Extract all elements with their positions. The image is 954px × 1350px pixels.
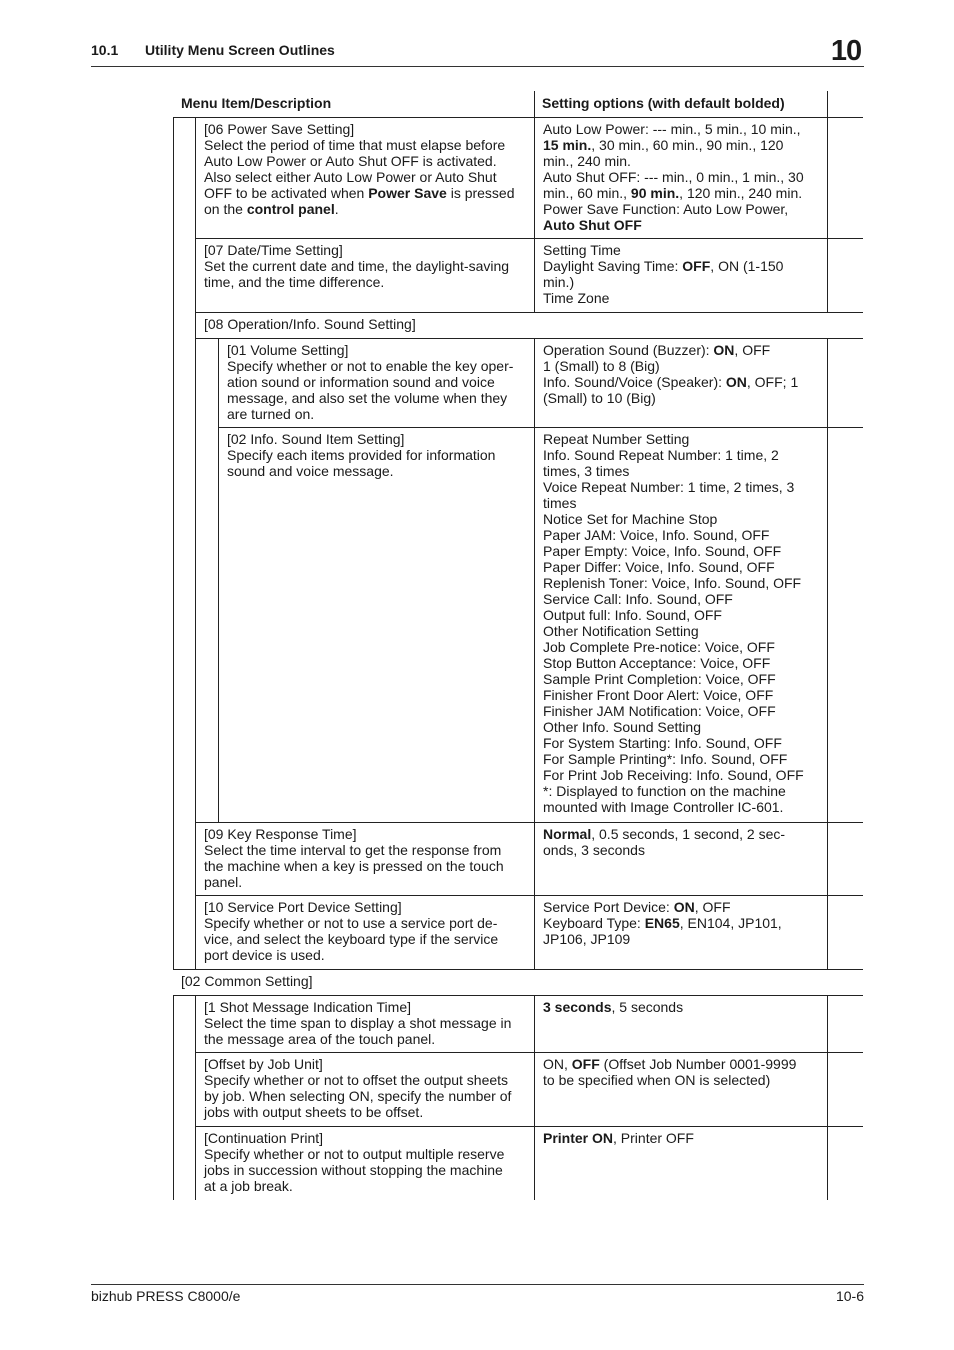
page-footer	[91, 1284, 864, 1315]
product-name: bizhub PRESS C8000/e	[91, 1288, 241, 1304]
common-setting-title: [02 Common Setting]	[181, 973, 313, 989]
rule-v	[827, 338, 828, 969]
section-number: 10.1	[91, 42, 119, 58]
offset-description: [Offset by Job Unit] Specify whether or not to offset the output sheets by job. When selecting ON, specify the number of jobs with output sheets to be offset.	[204, 1056, 512, 1120]
list-item: For System Starting: Info. Sound, OFF	[543, 735, 782, 751]
list-item: Other Info. Sound Setting	[543, 719, 701, 735]
list-item: mounted with Image Controller IC-601.	[543, 799, 784, 815]
continuation-options: Printer ON, Printer OFF	[543, 1130, 694, 1146]
list-item: Paper JAM: Voice, Info. Sound, OFF	[543, 527, 770, 543]
list-item: Output full: Info. Sound, OFF	[543, 607, 722, 623]
list-item: Job Complete Pre-notice: Voice, OFF	[543, 639, 775, 655]
column-header-settings: Setting options (with default bolded)	[542, 95, 785, 111]
list-item: Info. Sound Repeat Number: 1 time, 2	[543, 447, 779, 463]
list-item: Sample Print Completion: Voice, OFF	[543, 671, 776, 687]
page-number: 10-6	[835, 1288, 864, 1304]
list-item: Other Notification Setting	[543, 623, 699, 639]
list-item: Finisher Front Door Alert: Voice, OFF	[543, 687, 774, 703]
key-response-options: Normal, 0.5 seconds, 1 second, 2 sec- onds, 3 seconds	[543, 826, 786, 858]
list-item: Stop Button Acceptance: Voice, OFF	[543, 655, 771, 671]
section-title: Utility Menu Screen Outlines	[145, 42, 335, 58]
rule-v	[827, 995, 828, 1200]
volume-options: Operation Sound (Buzzer): ON, OFF 1 (Small) to 8 (Big) Info. Sound/Voice (Speaker): ON, OFF; 1 (Small) to 10 (Big)	[543, 342, 799, 406]
list-item: For Sample Printing*: Info. Sound, OFF	[543, 751, 788, 767]
offset-options: ON, OFF (Offset Job Number 0001-9999 to be specified when ON is selected)	[543, 1056, 797, 1088]
service-port-options: Service Port Device: ON, OFF Keyboard Type: EN65, EN104, JP101, JP106, JP109	[543, 899, 782, 947]
rule-v	[534, 91, 535, 117]
list-item: Replenish Toner: Voice, Info. Sound, OFF	[543, 575, 802, 591]
list-item: Repeat Number Setting	[543, 431, 690, 447]
power-save-options: Auto Low Power: --- min., 5 min., 10 min., 15 min., 30 min., 60 min., 90 min., 120 min., 240 min. Auto Shut OFF: --- min., 0 min., 1 min., 30 min., 60 min., 90 min., 120 min., 240 min. Power Save Function: Auto Low Power, Auto Shut OFF	[543, 121, 804, 233]
continuation-description: [Continuation Print] Specify whether or not to output multiple reserve jobs in succession without stopping the machine at a job break.	[204, 1130, 505, 1194]
list-item: Paper Empty: Voice, Info. Sound, OFF	[543, 543, 782, 559]
volume-description: [01 Volume Setting] Specify whether or not to enable the key oper- ation sound or information sound and voice message, and also set the volume when they are turned on.	[227, 342, 514, 422]
list-item: times	[543, 495, 577, 511]
chapter-number: 10	[828, 36, 864, 66]
rule-v	[173, 117, 174, 969]
date-time-options: Setting Time Daylight Saving Time: OFF, ON (1-150 min.) Time Zone	[543, 242, 784, 306]
list-item: Notice Set for Machine Stop	[543, 511, 718, 527]
shot-message-options: 3 seconds, 5 seconds	[543, 999, 684, 1015]
rule-v	[534, 995, 535, 1200]
power-save-description: [06 Power Save Setting] Select the period of time that must elapse before Auto Low Power or Auto Shut OFF is activated. Also select either Auto Low Power or Auto Shut OFF to be activated when Power Save is pressed on the control panel.	[204, 121, 515, 217]
list-item: times, 3 times	[543, 463, 630, 479]
sound-setting-title: [08 Operation/Info. Sound Setting]	[204, 316, 416, 332]
key-response-description: [09 Key Response Time] Select the time interval to get the response from the machine when a key is pressed on the touch panel.	[204, 826, 504, 890]
list-item: Finisher JAM Notification: Voice, OFF	[543, 703, 776, 719]
column-header-item: Menu Item/Description	[181, 95, 332, 111]
sound-item-description: [02 Info. Sound Item Setting] Specify each items provided for information sound and voice message.	[227, 431, 496, 479]
rule-v	[173, 995, 174, 1200]
list-item: Voice Repeat Number: 1 time, 2 times, 3	[543, 479, 795, 495]
list-item: For Print Job Receiving: Info. Sound, OFF	[543, 767, 804, 783]
page-header	[91, 42, 864, 67]
list-item: Service Call: Info. Sound, OFF	[543, 591, 733, 607]
shot-message-description: [1 Shot Message Indication Time] Select the time span to display a shot message in the message area of the touch panel.	[204, 999, 512, 1047]
list-item: *: Displayed to function on the machine	[543, 783, 786, 799]
rule-v	[827, 117, 828, 312]
sound-item-options	[535, 428, 827, 815]
list-item: Paper Differ: Voice, Info. Sound, OFF	[543, 559, 775, 575]
date-time-description: [07 Date/Time Setting] Set the current date and time, the daylight-saving time, and the time difference.	[204, 242, 510, 290]
rule-v	[827, 91, 828, 117]
service-port-description: [10 Service Port Device Setting] Specify whether or not to use a service port de- vice, and select the keyboard type if the service port device is used.	[204, 899, 499, 963]
